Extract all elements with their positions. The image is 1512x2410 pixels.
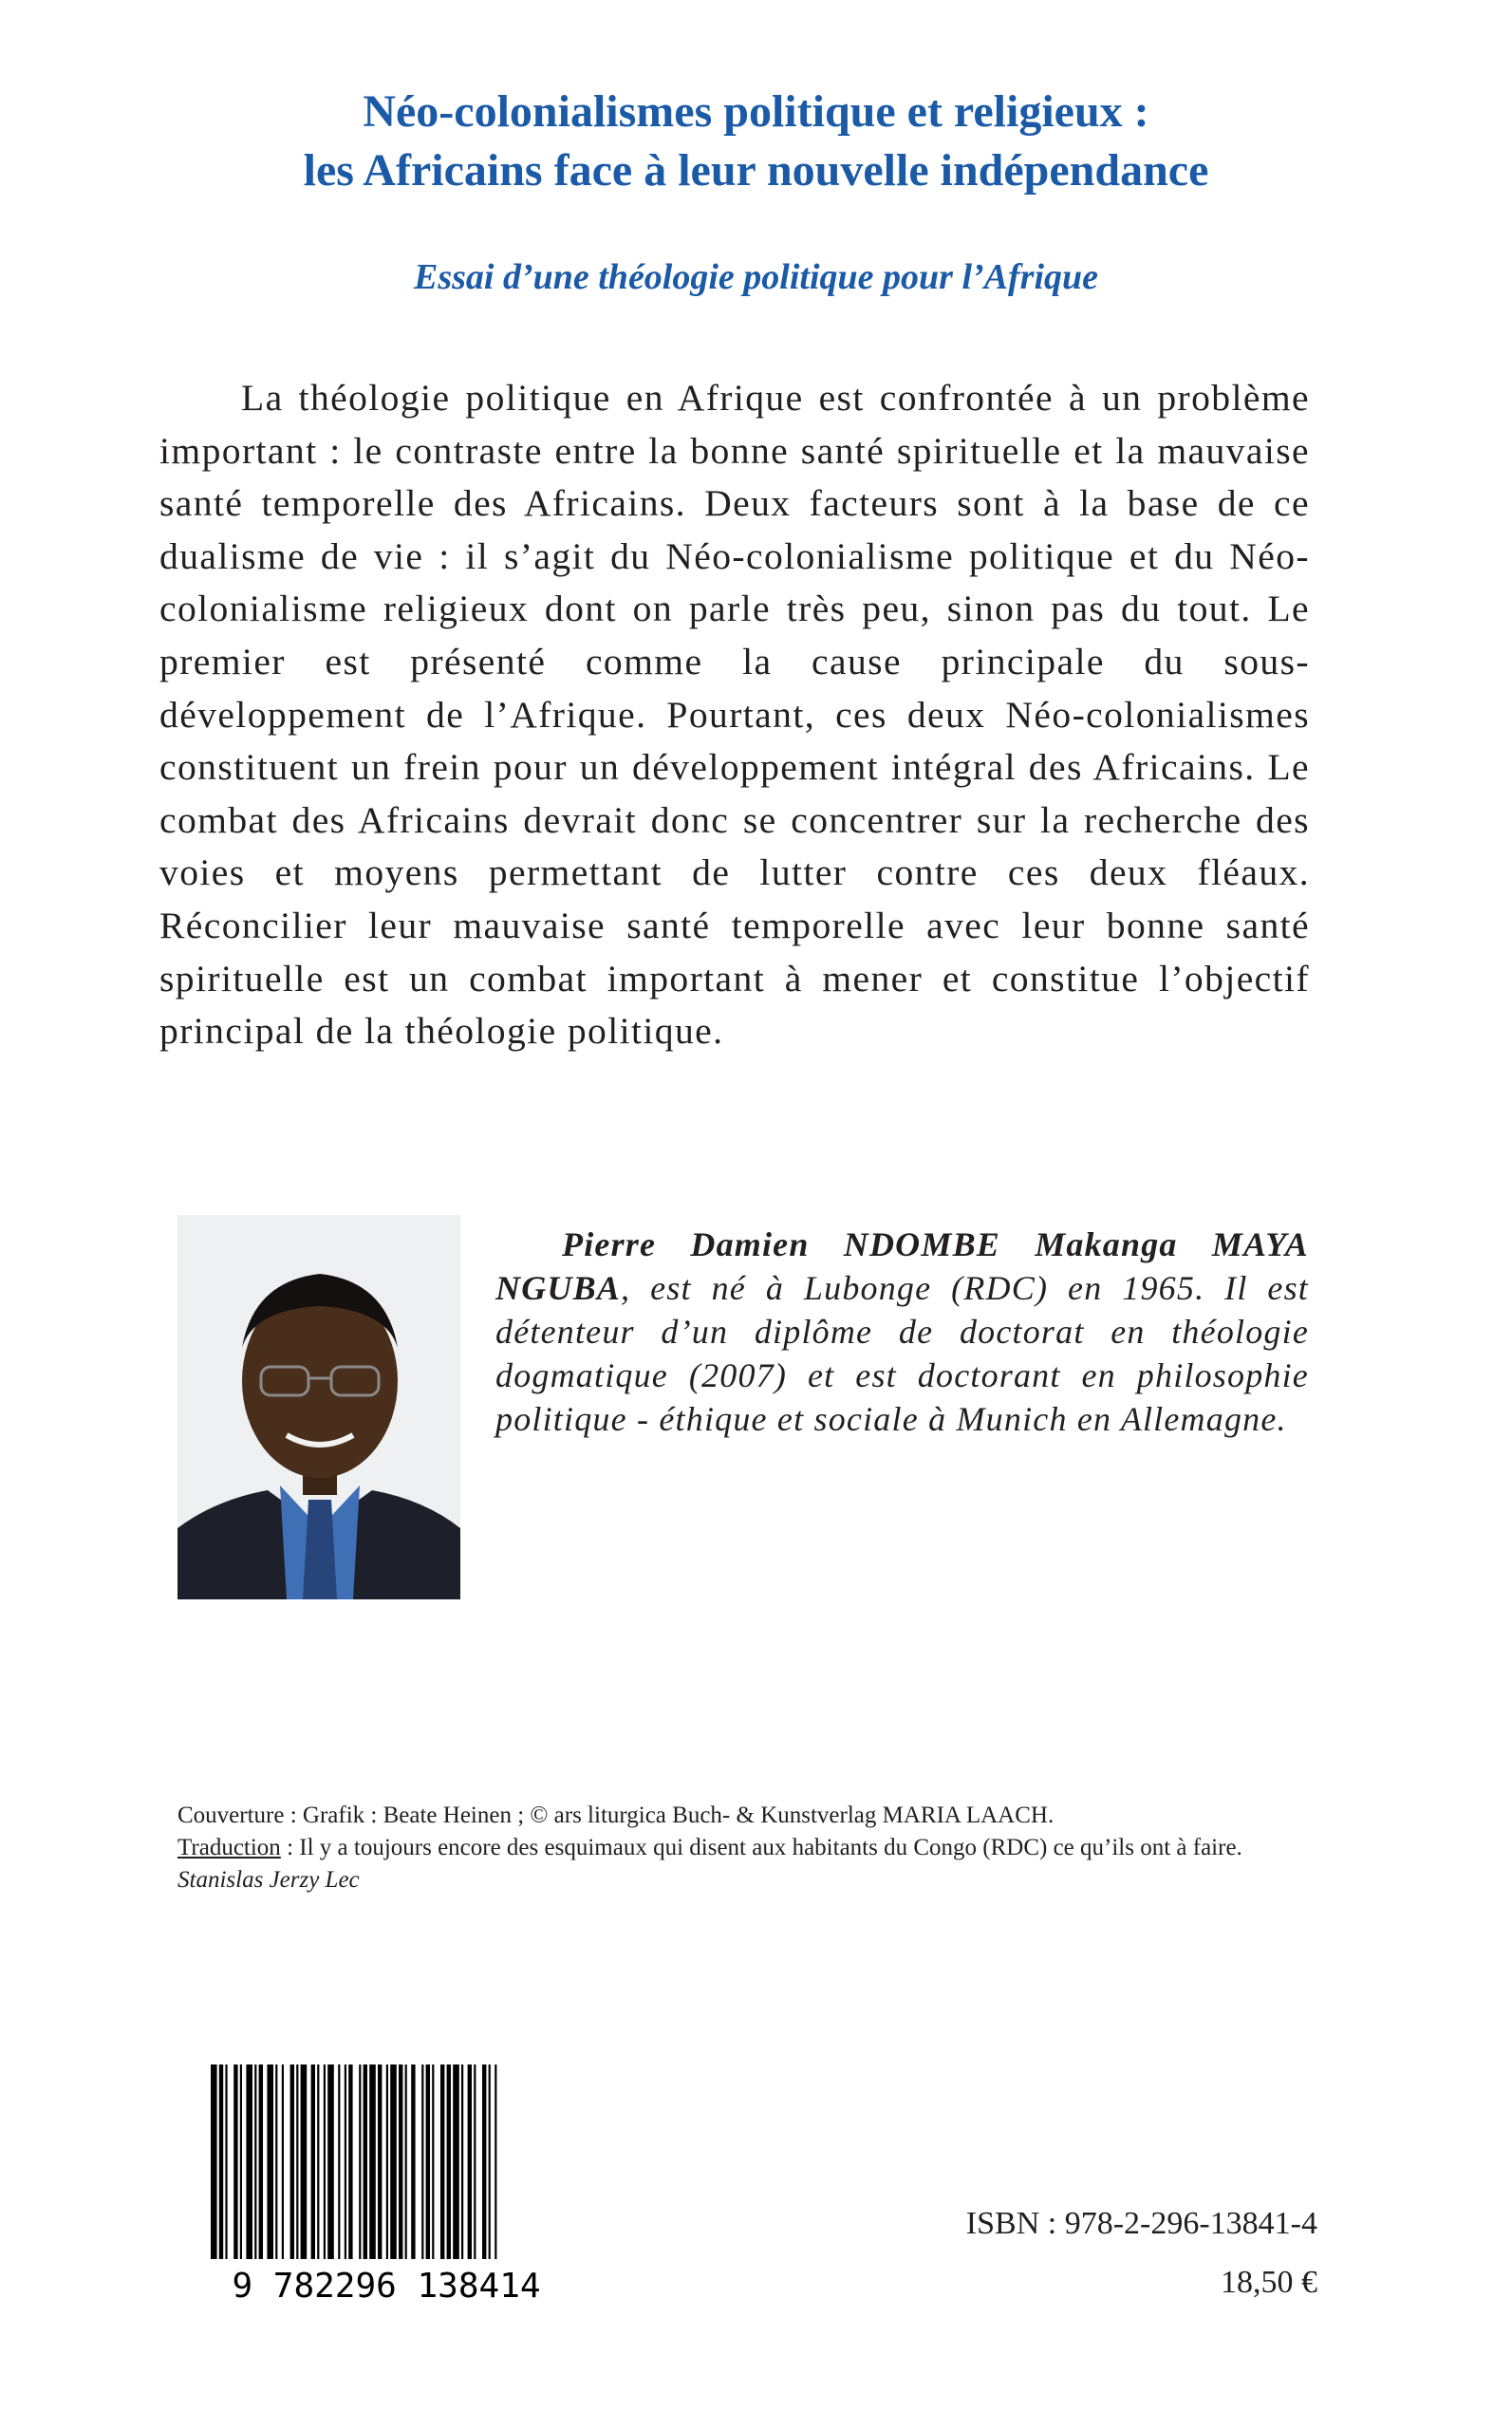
barcode-bar — [211, 2064, 217, 2259]
author-bio-text: , est né à Lubonge (RDC) en 1965. Il est détenteur d’un diplôme de doctorat en théologie dogmatique (2007) et est doctorant en philosophie politique - éthique et sociale à Munich en Allemagne. — [495, 1269, 1309, 1438]
barcode-bar — [259, 2064, 263, 2259]
barcode-bar — [421, 2064, 423, 2259]
barcode-bar — [364, 2064, 367, 2259]
barcode-bar — [254, 2064, 256, 2259]
barcode-bar — [359, 2064, 361, 2259]
barcode-bar — [405, 2064, 407, 2259]
barcode-bar — [482, 2064, 486, 2259]
barcode-bar — [447, 2064, 451, 2259]
barcode-bar — [390, 2064, 397, 2259]
barcode-bar — [461, 2064, 463, 2259]
barcode-bar — [468, 2064, 472, 2259]
barcode-bar — [338, 2064, 340, 2259]
barcode-bar — [267, 2064, 273, 2259]
author-bio — [495, 1223, 1309, 1441]
barcode-bar — [495, 2064, 496, 2259]
barcode-bar — [246, 2064, 252, 2259]
price-label: 18,50 € — [1221, 2265, 1317, 2300]
barcode-bar — [282, 2064, 284, 2259]
barcode-bar — [489, 2064, 491, 2259]
book-title-line-1: Néo-colonialismes politique et religieux : — [363, 86, 1149, 137]
barcode-bar — [378, 2064, 382, 2259]
barcode-bar — [233, 2064, 237, 2259]
barcode-bar — [474, 2064, 476, 2259]
barcode-bar — [386, 2064, 388, 2259]
barcode-bar — [399, 2064, 402, 2259]
author-name: Pierre Damien NDOMBE Makanga MAYA NGUBA — [495, 1225, 1309, 1307]
barcode-bar — [327, 2064, 334, 2259]
barcode-bar — [411, 2064, 415, 2259]
barcode-bar — [426, 2064, 430, 2259]
book-title-line-2: les Africains face à leur nouvelle indépendance — [303, 145, 1209, 196]
book-subtitle: Essai d’une théologie politique pour l’Afrique — [413, 257, 1099, 297]
cover-credit-text: Grafik : Beate Heinen ; © ars liturgica Buch- & Kunstverlag MARIA LAACH. — [302, 1803, 1055, 1828]
cover-credit-label: Couverture : — [177, 1803, 297, 1828]
barcode-bar — [225, 2064, 227, 2259]
author-photo — [177, 1215, 460, 1599]
barcode-bar — [275, 2064, 277, 2259]
barcode-bar — [311, 2064, 315, 2259]
barcode-bar — [240, 2064, 242, 2259]
credits — [177, 1800, 1316, 1896]
barcode-bar — [324, 2064, 326, 2259]
quote-author: Stanislas Jerzy Lec — [177, 1867, 360, 1893]
barcode-digits: 9 782296 138414 — [232, 2267, 541, 2304]
barcode-bar — [290, 2064, 294, 2259]
barcode-bar — [301, 2064, 308, 2259]
barcode-bar — [345, 2064, 346, 2259]
summary-paragraph: La théologie politique en Afrique est confrontée à un problème important : le contraste entre la bonne santé spirituelle et la mauvaise santé temporelle des Africains. Deux facteurs sont à la base de ce dualisme de vie : il s’agit du Néo-colonialisme politique et du Néo-colonialisme religieux dont on parle très peu, sinon pas du tout. Le premier est présenté comme la cause principale du sous-développement de l’Afrique. Pourtant, ces deux Néo-colonialismes constituent un frein pour un développement intégral des Africains. Le combat des Africains devrait donc se concentrer sur la recherche des voies et moyens permettant de lutter contre ces deux fléaux. Réconcilier leur mauvaise santé temporelle avec leur bonne santé spirituelle est un combat important à mener et constitue l’objectif principal de la théologie politique. — [159, 377, 1310, 1053]
barcode-bar — [219, 2064, 223, 2259]
barcode-bar — [440, 2064, 444, 2259]
isbn-label: ISBN : 978-2-296-13841-4 — [965, 2206, 1317, 2241]
translation-text: : Il y a toujours encore des esquimaux qui disent aux habitants du Congo (RDC) ce qu’ils ont à faire. — [280, 1835, 1242, 1860]
barcode-bar — [369, 2064, 376, 2259]
translation-label: Traduction — [177, 1835, 281, 1860]
barcode-bar — [453, 2064, 459, 2259]
barcode-bar — [296, 2064, 298, 2259]
barcode-bar — [317, 2064, 319, 2259]
barcode — [197, 2064, 575, 2304]
barcode-bar — [348, 2064, 352, 2259]
barcode-bar — [432, 2064, 434, 2259]
